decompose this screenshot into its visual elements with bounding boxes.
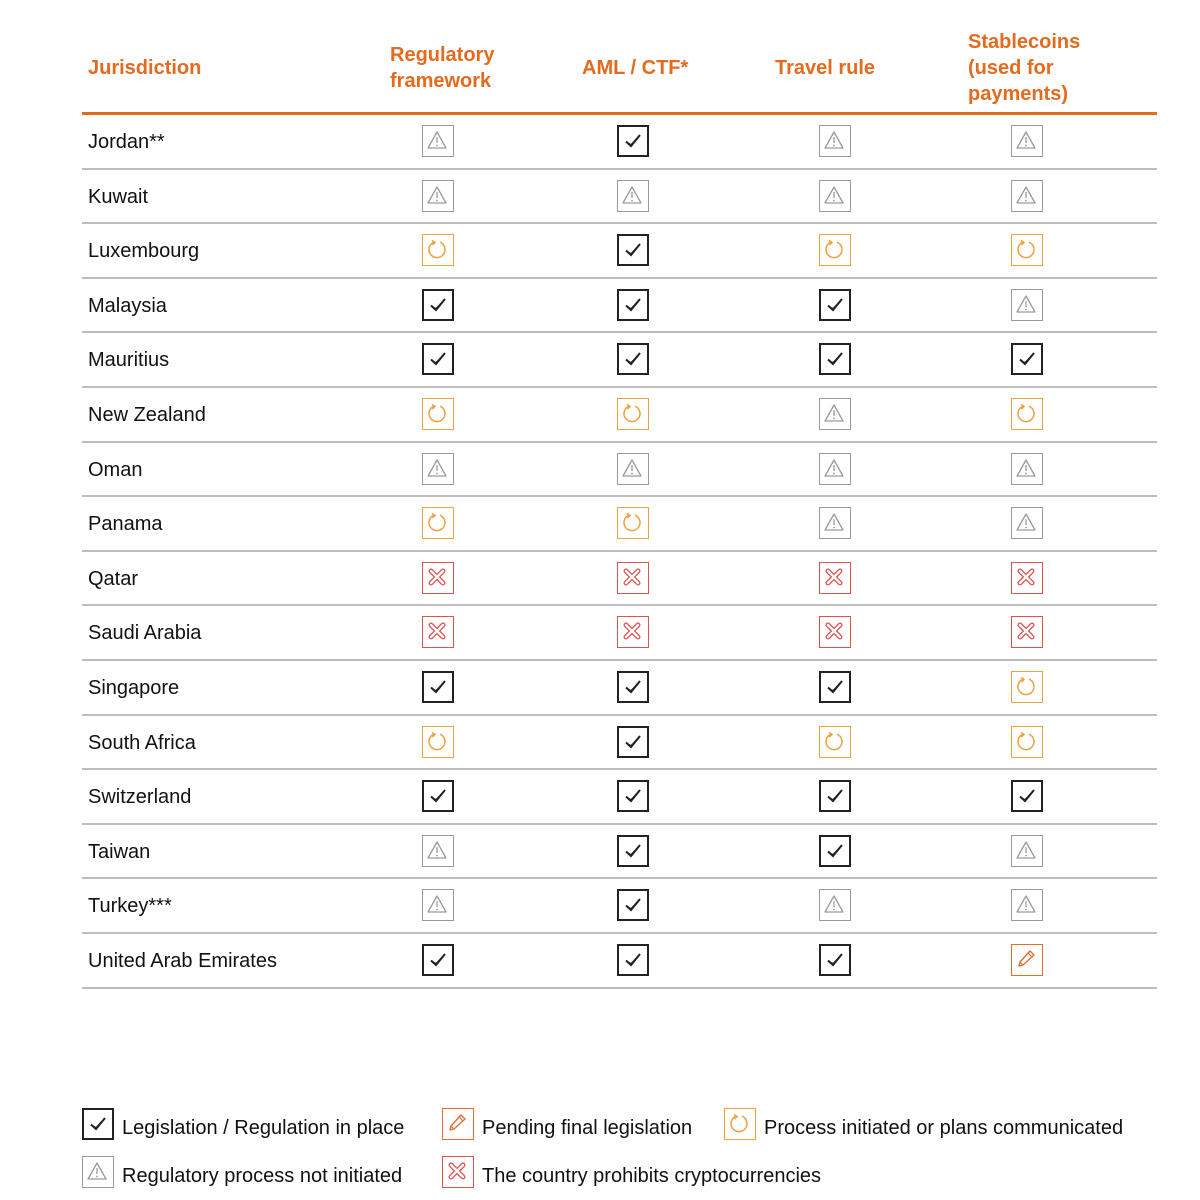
warning-triangle-icon (82, 1156, 114, 1188)
table-row (82, 443, 1157, 498)
travel-rule-warning-triangle-icon (819, 180, 851, 212)
jurisdiction-name: Singapore (88, 676, 180, 699)
aml-ctf-checkmark-icon (617, 944, 649, 976)
jurisdiction-name: Switzerland (88, 786, 192, 809)
table-row (82, 388, 1157, 443)
table-body (82, 115, 1157, 989)
table-row (82, 552, 1157, 607)
travel-rule-warning-triangle-icon (819, 889, 851, 921)
travel-rule-warning-triangle-icon (819, 398, 851, 430)
header-stablecoins-line3: payments) (968, 83, 1069, 105)
header-regulatory-framework-line1: Regulatory (390, 44, 495, 66)
table-row (82, 825, 1157, 880)
jurisdiction-name: Qatar (88, 567, 139, 590)
stablecoins-warning-triangle-icon (1011, 289, 1043, 321)
aml-ctf-warning-triangle-icon (617, 453, 649, 485)
jurisdiction-name: New Zealand (88, 403, 206, 426)
header-stablecoins-line1: Stablecoins (968, 31, 1081, 53)
aml-ctf-checkmark-icon (617, 835, 649, 867)
x-mark-icon (442, 1156, 474, 1188)
table-row (82, 770, 1157, 825)
travel-rule-checkmark-icon (819, 944, 851, 976)
pencil-icon (442, 1108, 474, 1140)
travel-rule-checkmark-icon (819, 780, 851, 812)
stablecoins-warning-triangle-icon (1011, 125, 1043, 157)
header-travel-rule: Travel rule (775, 57, 876, 79)
table-row (82, 606, 1157, 661)
table-row (82, 716, 1157, 771)
travel-rule-checkmark-icon (819, 343, 851, 375)
jurisdiction-name: Saudi Arabia (88, 622, 202, 645)
aml-ctf-checkmark-icon (617, 889, 649, 921)
travel-rule-x-mark-icon (819, 562, 851, 594)
aml-ctf-circular-arrow-icon (617, 507, 649, 539)
travel-rule-circular-arrow-icon (819, 234, 851, 266)
table-row (82, 934, 1157, 989)
checkmark-icon (82, 1108, 114, 1140)
jurisdiction-name: Malaysia (88, 294, 167, 317)
jurisdiction-name: Kuwait (88, 185, 149, 208)
travel-rule-warning-triangle-icon (819, 507, 851, 539)
stablecoins-circular-arrow-icon (1011, 398, 1043, 430)
legend-label-process: Process initiated or plans communicated (764, 1117, 1124, 1139)
jurisdiction-name: Oman (88, 458, 143, 481)
jurisdiction-name: Jordan** (88, 131, 165, 153)
stablecoins-checkmark-icon (1011, 343, 1043, 375)
stablecoins-checkmark-icon (1011, 780, 1043, 812)
header-jurisdiction: Jurisdiction (88, 57, 202, 79)
table-row (82, 170, 1157, 225)
regulatory-framework-warning-triangle-icon (422, 125, 454, 157)
aml-ctf-x-mark-icon (617, 562, 649, 594)
aml-ctf-circular-arrow-icon (617, 398, 649, 430)
regulatory-framework-x-mark-icon (422, 616, 454, 648)
header-regulatory-framework-line2: framework (390, 70, 492, 92)
travel-rule-x-mark-icon (819, 616, 851, 648)
jurisdiction-name: Mauritius (88, 349, 170, 372)
table-row (82, 879, 1157, 934)
regulatory-framework-circular-arrow-icon (422, 726, 454, 758)
aml-ctf-checkmark-icon (617, 289, 649, 321)
circular-arrow-icon (724, 1108, 756, 1140)
regulatory-framework-warning-triangle-icon (422, 889, 454, 921)
regulatory-framework-circular-arrow-icon (422, 507, 454, 539)
aml-ctf-x-mark-icon (617, 616, 649, 648)
aml-ctf-checkmark-icon (617, 726, 649, 758)
aml-ctf-checkmark-icon (617, 343, 649, 375)
jurisdiction-name: Panama (88, 513, 163, 536)
regulatory-framework-x-mark-icon (422, 562, 454, 594)
aml-ctf-checkmark-icon (617, 125, 649, 157)
aml-ctf-checkmark-icon (617, 780, 649, 812)
jurisdiction-name: United Arab Emirates (88, 949, 277, 972)
stablecoins-x-mark-icon (1011, 562, 1043, 594)
header-stablecoins (968, 29, 1080, 107)
jurisdiction-name: Turkey*** (88, 895, 172, 918)
table-row (82, 115, 1157, 170)
travel-rule-circular-arrow-icon (819, 726, 851, 758)
stablecoins-circular-arrow-icon (1011, 234, 1043, 266)
regulatory-framework-warning-triangle-icon (422, 180, 454, 212)
travel-rule-checkmark-icon (819, 289, 851, 321)
stablecoins-warning-triangle-icon (1011, 453, 1043, 485)
header-regulatory-framework (390, 42, 494, 94)
table-header (82, 0, 1157, 115)
regulatory-framework-checkmark-icon (422, 780, 454, 812)
travel-rule-warning-triangle-icon (819, 453, 851, 485)
stablecoins-x-mark-icon (1011, 616, 1043, 648)
regulatory-framework-warning-triangle-icon (422, 453, 454, 485)
regulatory-framework-checkmark-icon (422, 289, 454, 321)
regulatory-framework-circular-arrow-icon (422, 234, 454, 266)
regulation-table (82, 0, 1157, 989)
regulatory-framework-checkmark-icon (422, 343, 454, 375)
legend (82, 1100, 1182, 1200)
stablecoins-circular-arrow-icon (1011, 671, 1043, 703)
aml-ctf-checkmark-icon (617, 234, 649, 266)
legend-label-pending: Pending final legislation (482, 1117, 693, 1139)
stablecoins-warning-triangle-icon (1011, 889, 1043, 921)
stablecoins-pencil-icon (1011, 944, 1043, 976)
stablecoins-warning-triangle-icon (1011, 180, 1043, 212)
jurisdiction-name: South Africa (88, 731, 196, 754)
regulatory-framework-warning-triangle-icon (422, 835, 454, 867)
regulatory-framework-checkmark-icon (422, 671, 454, 703)
header-aml-ctf: AML / CTF* (582, 57, 689, 79)
stablecoins-warning-triangle-icon (1011, 835, 1043, 867)
legend-label-warn: Regulatory process not initiated (122, 1165, 403, 1187)
aml-ctf-checkmark-icon (617, 671, 649, 703)
legend-label-check: Legislation / Regulation in place (122, 1117, 405, 1139)
stablecoins-circular-arrow-icon (1011, 726, 1043, 758)
table-row (82, 279, 1157, 334)
regulatory-framework-circular-arrow-icon (422, 398, 454, 430)
jurisdiction-name: Taiwan (88, 840, 151, 863)
stablecoins-warning-triangle-icon (1011, 507, 1043, 539)
table-row (82, 497, 1157, 552)
travel-rule-checkmark-icon (819, 835, 851, 867)
jurisdiction-name: Luxembourg (88, 240, 200, 263)
aml-ctf-warning-triangle-icon (617, 180, 649, 212)
table-row (82, 333, 1157, 388)
travel-rule-checkmark-icon (819, 671, 851, 703)
legend-label-prohib: The country prohibits cryptocurrencies (482, 1165, 822, 1187)
table-row (82, 224, 1157, 279)
travel-rule-warning-triangle-icon (819, 125, 851, 157)
header-stablecoins-line2: (used for (968, 57, 1054, 79)
table-row (82, 661, 1157, 716)
regulatory-framework-checkmark-icon (422, 944, 454, 976)
